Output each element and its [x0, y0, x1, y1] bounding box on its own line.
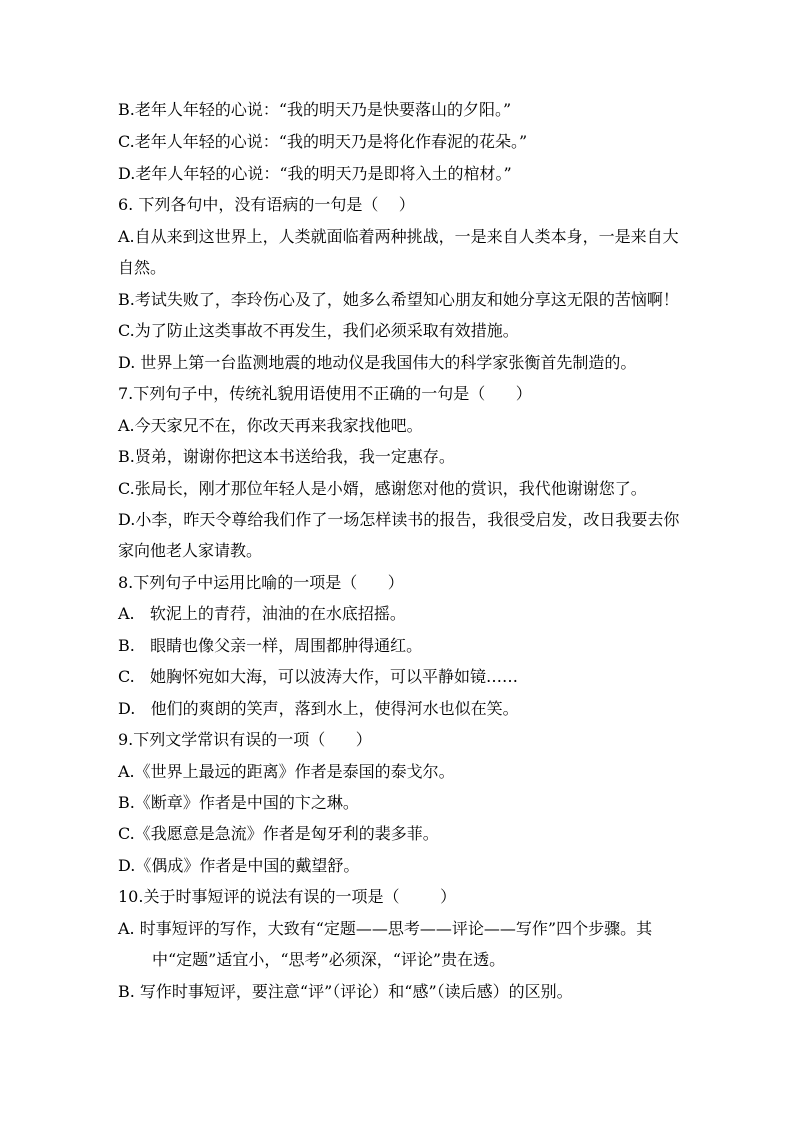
q7-option-c: C.张局长，刚才那位年轻人是小婿，感谢您对他的赏识，我代他谢谢您了。	[118, 479, 647, 498]
q5-option-c: C.老年人年轻的心说：“我的明天乃是将化作春泥的花朵。”	[118, 132, 528, 151]
q7-option-a: A.今天家兄不在，你改天再来我家找他吧。	[118, 416, 423, 435]
question-10: 10.关于时事短评的说法有误的一项是（ ）	[118, 887, 457, 906]
q5-option-d: D.老年人年轻的心说：“我的明天乃是即将入土的棺材。”	[118, 164, 512, 183]
q9-option-c: C.《我愿意是急流》作者是匈牙利的裴多菲。	[118, 824, 439, 843]
q6-option-b: B.考试失败了，李玲伤心及了，她多么希望知心朋友和她分享这无限的苦恼啊！	[118, 290, 679, 309]
q8-option-c: C. 她胸怀宛如大海，可以波涛大作，可以平静如镜……	[118, 667, 519, 686]
q9-option-a: A.《世界上最远的距离》作者是泰国的泰戈尔。	[118, 762, 455, 781]
q10-option-a-line1: A. 时事短评的写作，大致有“定题——思考——评论——写作”四个步骤。其	[118, 919, 653, 938]
q10-option-b: B. 写作时事短评，要注意“评”（评论）和“感”（读后感）的区别。	[118, 982, 573, 1001]
q8-option-b: B. 眼睛也像父亲一样，周围都肿得通红。	[118, 636, 423, 655]
q7-option-d-line1: D.小李，昨天令尊给我们作了一场怎样读书的报告，我很受启发，改日我要去你	[118, 510, 680, 529]
q9-option-b: B.《断章》作者是中国的卞之琳。	[118, 793, 359, 812]
q5-option-b: B.老年人年轻的心说：“我的明天乃是快要落山的夕阳。”	[118, 100, 512, 119]
question-9: 9.下列文学常识有误的一项（ ）	[118, 730, 372, 749]
q7-option-b: B.贤弟，谢谢你把这本书送给我，我一定惠存。	[118, 447, 455, 466]
q6-option-a-line1: A.自从来到这世界上，人类就面临着两种挑战，一是来自人类本身，一是来自大	[118, 227, 679, 246]
question-7: 7.下列句子中，传统礼貌用语使用不正确的一句是（ ）	[118, 384, 532, 403]
q6-option-a-line2: 自然。	[118, 258, 167, 277]
q6-option-d: D. 世界上第一台监测地震的地动仪是我国伟大的科学家张衡首先制造的。	[118, 353, 637, 372]
q6-option-c: C.为了防止这类事故不再发生，我们必须采取有效措施。	[118, 321, 519, 340]
question-6: 6. 下列各句中，没有语病的一句是（ ）	[118, 195, 415, 214]
question-8: 8.下列句子中运用比喻的一项是（ ）	[118, 573, 404, 592]
q9-option-d: D.《偶成》作者是中国的戴望舒。	[118, 856, 360, 875]
q8-option-d: D. 他们的爽朗的笑声，落到水上，使得河水也似在笑。	[118, 699, 519, 718]
q7-option-d-line2: 家向他老人家请教。	[118, 541, 263, 560]
q10-option-a-line2: 中“定题”适宜小，“思考”必须深，“评论”贵在透。	[152, 950, 506, 969]
q8-option-a: A. 软泥上的青荇，油油的在水底招摇。	[118, 604, 406, 623]
